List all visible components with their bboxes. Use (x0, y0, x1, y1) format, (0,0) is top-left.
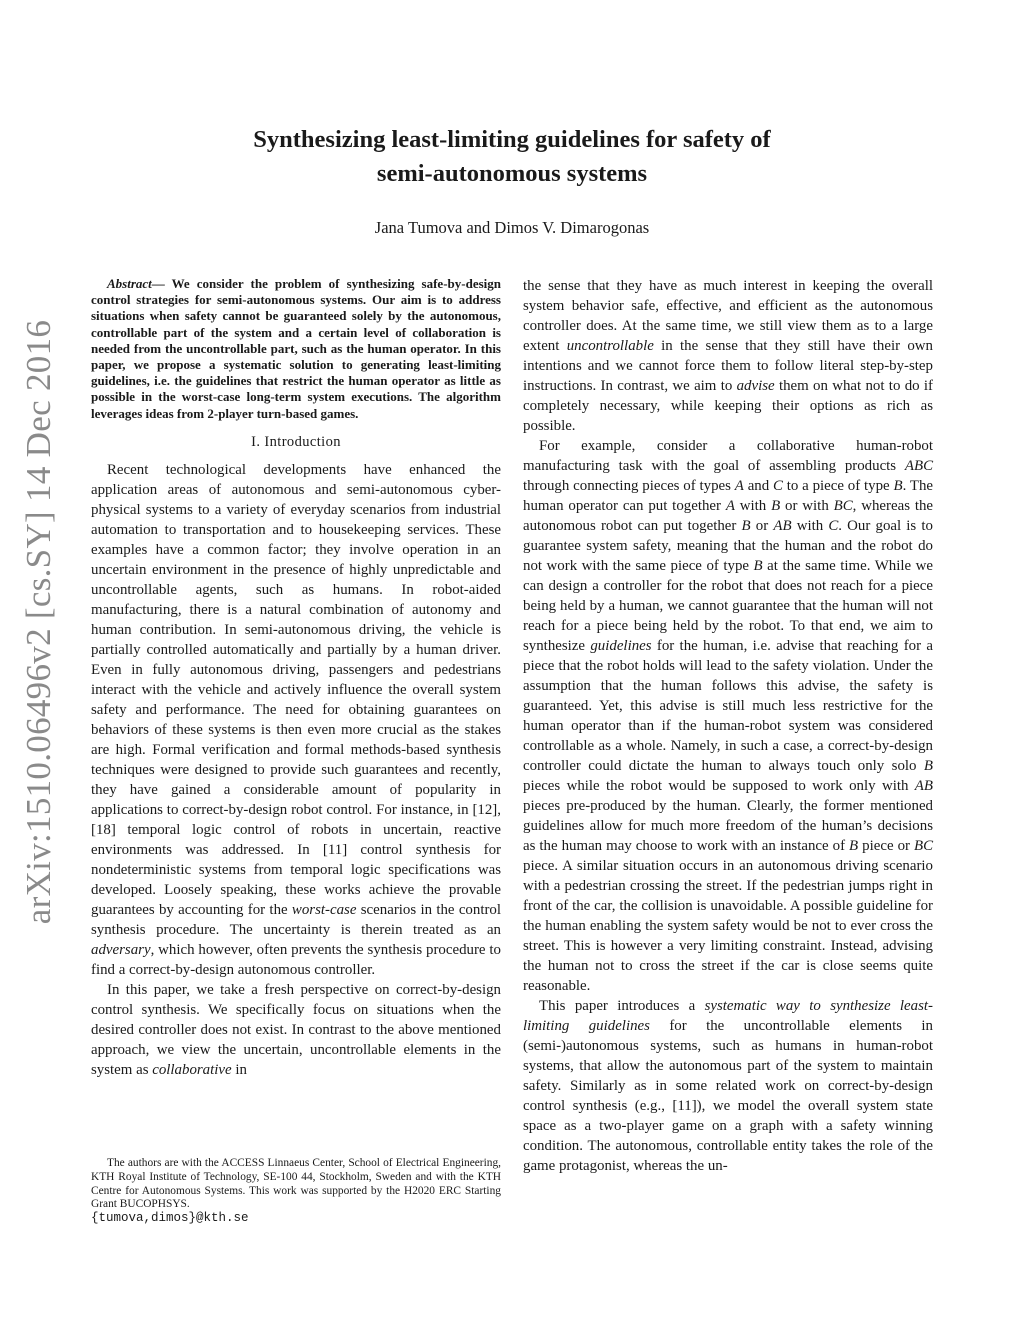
author-footnote (91, 1157, 501, 1226)
left-column (91, 276, 501, 1080)
intro-paragraph-4: This paper introduces a systematic way to synthesize least-limiting guidelines for the uncontrollable elements in (semi-)autonomous systems, such as humans in human-robot systems, that allow the autonomous part of the system to maintain safety. Similarly as in some related work on correct-by-design control synthesis (e.g., [11]), we model the overall system state space as a two-player game on a graph with a safety winning condition. The autonomous, controllable entity takes the role of the game protagonist, whereas the un- (523, 998, 933, 1174)
footnote-text: The authors are with the ACCESS Linnaeus Center, School of Electrical Engineering, KTH Royal Institute of Technology, SE-100 44, Stockholm, Sweden and with the KTH Centre for Autonomous Systems. This work was supported by the H2020 ERC Starting Grant BUCOPHSYS. (91, 1157, 501, 1211)
abstract-text: — We consider the problem of synthesizing safe-by-design control strategies for semi-autonomous systems. Our aim is to address situations when safety cannot be guaranteed solely by the autonomous, controllable part of the system and a certain level of collaboration is needed from the uncontrollable part, such as the human operator. In this paper, we propose a systematic solution to generating least-limiting guidelines, i.e. the guidelines that restrict the human operator as little as possible in the worst-case long-term system executions. The algorithm leverages ideas from 2-player turn-based games. (91, 276, 501, 421)
arxiv-identifier: arXiv:1510.06496v2 [cs.SY] 14 Dec 2016 (19, 319, 58, 925)
arxiv-sidebar (14, 315, 64, 930)
intro-paragraph-3: For example, consider a collaborative human-robot manufacturing task with the goal of assembling products ABC through connecting pieces of types A and C to a piece of type B. The human operator can put together A with B or with BC, whereas the autonomous robot can put together B or AB with C. Our goal is to guarantee system safety, meaning that the human and the robot do not work with the same piece of type B at the same time. While we can design a controller for the robot that does not reach for a piece being held by a human, we cannot guarantee that the human will not reach for a piece being held by the robot. To that end, we aim to synthesize guidelines for the human, i.e. advise that reaching for a piece that the robot holds will lead to the safety violation. Under the assumption that the human follows this advise, the safety is guaranteed. Yet, this advise is still much less restrictive for the human operator than if the human-robot system was considered controllable as a whole. Namely, in such a case, a correct-by-design controller could dictate the human to always touch only solo B pieces while the robot would be supposed to work only with AB pieces pre-produced by the human. Clearly, the former mentioned guidelines allow for much more freedom of the human’s decisions as the human may choose to work with an instance of B piece or BC piece. A similar situation occurs in an autonomous driving scenario with a pedestrian crossing the street. If the pedestrian jumps right in front of the car, the collision is unavoidable. A possible guideline for the human enabling the system safety would be not to ever cross the street. This is however a very limiting constraint. Instead, advising the human not to cross the street if the car is close seems quite reasonable. (523, 438, 934, 994)
footnote-email: {tumova,dimos}@kth.se (91, 1211, 249, 1226)
abstract (91, 276, 501, 422)
paper-authors: Jana Tumova and Dimos V. Dimarogonas (374, 218, 650, 237)
title-line-1: Synthesizing least-limiting guidelines for safety of (253, 126, 771, 153)
paper-title (112, 123, 912, 191)
intro-paragraph-2: In this paper, we take a fresh perspective on correct-by-design control synthesis. We specifically focus on situations when the desired controller does not exist. In contrast to the above mentioned approach, we view the uncertain, uncontrollable elements in the system as collaborative in (91, 981, 501, 1078)
abstract-label: Abstract (107, 276, 152, 291)
intro-paragraph-2-continued: the sense that they have as much interest in keeping the overall system behavior safe, effective, and efficient as the autonomous controller does. At the same time, we still view them as to a large extent uncontrollable in the sense that they still have their own intentions and we cannot force them to follow literal step-by-step instructions. In contrast, we aim to advise them on what not to do if completely necessary, while keeping their options as rich as possible. (523, 278, 933, 434)
section-heading-introduction: I. Introduction (251, 433, 341, 450)
right-column (523, 276, 933, 1176)
intro-paragraph-1: Recent technological developments have enhanced the application areas of autonomous and semi-autonomous cyber-physical systems to a variety of everyday scenarios from industrial automation to transportation and to housekeeping services. These examples have a common factor; they involve operation in an uncertain environment in the presence of highly unpredictable and uncontrollable agents, such as humans. In robot-aided manufacturing, there is a natural combination of autonomy and human contribution. In semi-autonomous driving, the vehicle is partially controlled automatically and partially by a human driver. Even in fully autonomous driving, passengers and pedestrians interact with the vehicle and actively influence the overall system safety and performance. The need for obtaining guarantees on behaviors of these systems is then even more crucial as the stakes are high. Formal verification and formal methods-based synthesis techniques were designed to provide such guarantees and recently, they have gained a considerable amount of popularity in applications to correct-by-design robot control. For instance, in [12], [18] temporal logic control of robots in uncertain, reactive environments was addressed. In [11] control synthesis for nondeterministic systems from temporal logic specifications was developed. Loosely speaking, these works achieve the provable guarantees by accounting for the worst-case scenarios in the control synthesis procedure. The uncertainty is therein treated as an adversary, which however, often prevents the synthesis procedure to find a correct-by-design autonomous controller. (91, 461, 501, 978)
title-line-2: semi-autonomous systems (376, 160, 648, 187)
